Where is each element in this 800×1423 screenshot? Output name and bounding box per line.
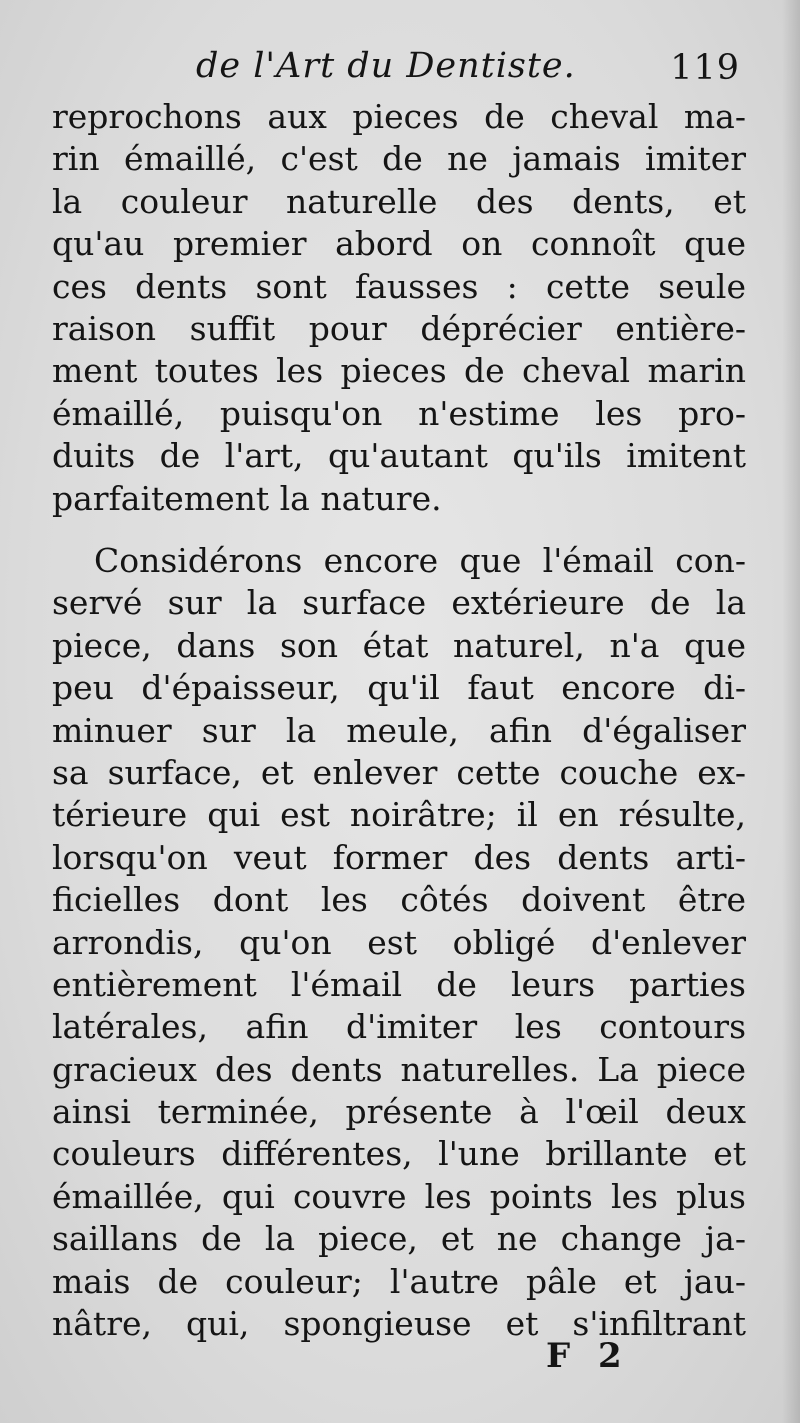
paragraph-2 <box>52 540 746 1345</box>
text-line: entièrement l'émail de leurs parties <box>52 964 746 1004</box>
text-line: duits de l'art, qu'autant qu'ils imitent <box>52 436 746 476</box>
text-line: reprochons aux pieces de cheval ma- <box>52 97 746 136</box>
text-line: Considérons encore que l'émail con- <box>94 541 746 580</box>
text-line: nâtre, qui, spongieuse et s'infiltrant <box>52 1304 746 1344</box>
text-line: sa surface, et enlever cette couche ex- <box>52 752 746 792</box>
text-line: minuer sur la meule, afin d'égaliser <box>52 710 746 750</box>
text-line: ces dents sont fausses : cette seule <box>52 266 746 306</box>
text-line: mais de couleur; l'autre pâle et jau- <box>52 1261 746 1301</box>
text-line: émaillé, puisqu'on n'estime les pro- <box>52 393 746 433</box>
text-line: latérales, afin d'imiter les contours <box>52 1007 746 1047</box>
text-line: parfaitement la nature. <box>52 478 442 518</box>
text-line: qu'au premier abord on connoît que <box>52 224 746 264</box>
text-line: saillans de la piece, et ne change ja- <box>52 1219 746 1259</box>
text-line: ficielles dont les côtés doivent être <box>52 880 746 920</box>
text-line: la couleur naturelle des dents, et <box>52 181 746 221</box>
text-line: arrondis, qu'on est obligé d'enlever <box>52 922 746 962</box>
paragraph-1 <box>52 96 746 520</box>
text-line: ment toutes les pieces de cheval marin <box>52 351 746 391</box>
text-line: gracieux des dents naturelles. La piece <box>52 1049 746 1089</box>
page-edge-shadow <box>782 0 800 1423</box>
text-line: émaillée, qui couvre les points les plus <box>52 1176 746 1216</box>
running-title: de l'Art du Dentiste. <box>196 46 576 86</box>
text-line: rin émaillé, c'est de ne jamais imiter <box>52 139 746 179</box>
text-line: couleurs différentes, l'une brillante et <box>52 1134 746 1174</box>
text-line: raison suffit pour déprécier entière- <box>52 308 746 348</box>
text-line: servé sur la surface extérieure de la <box>52 583 746 623</box>
signature-mark: F 2 <box>546 1336 630 1376</box>
page-header <box>0 46 800 98</box>
text-line: piece, dans son état naturel, n'a que <box>52 625 746 665</box>
text-line: peu d'épaisseur, qu'il faut encore di- <box>52 668 746 708</box>
text-line: térieure qui est noirâtre; il en résulte, <box>52 795 746 835</box>
page-number: 119 <box>670 48 740 88</box>
text-line: lorsqu'on veut former des dents arti- <box>52 837 746 877</box>
text-line: ainsi terminée, présente à l'œil deux <box>52 1092 746 1132</box>
